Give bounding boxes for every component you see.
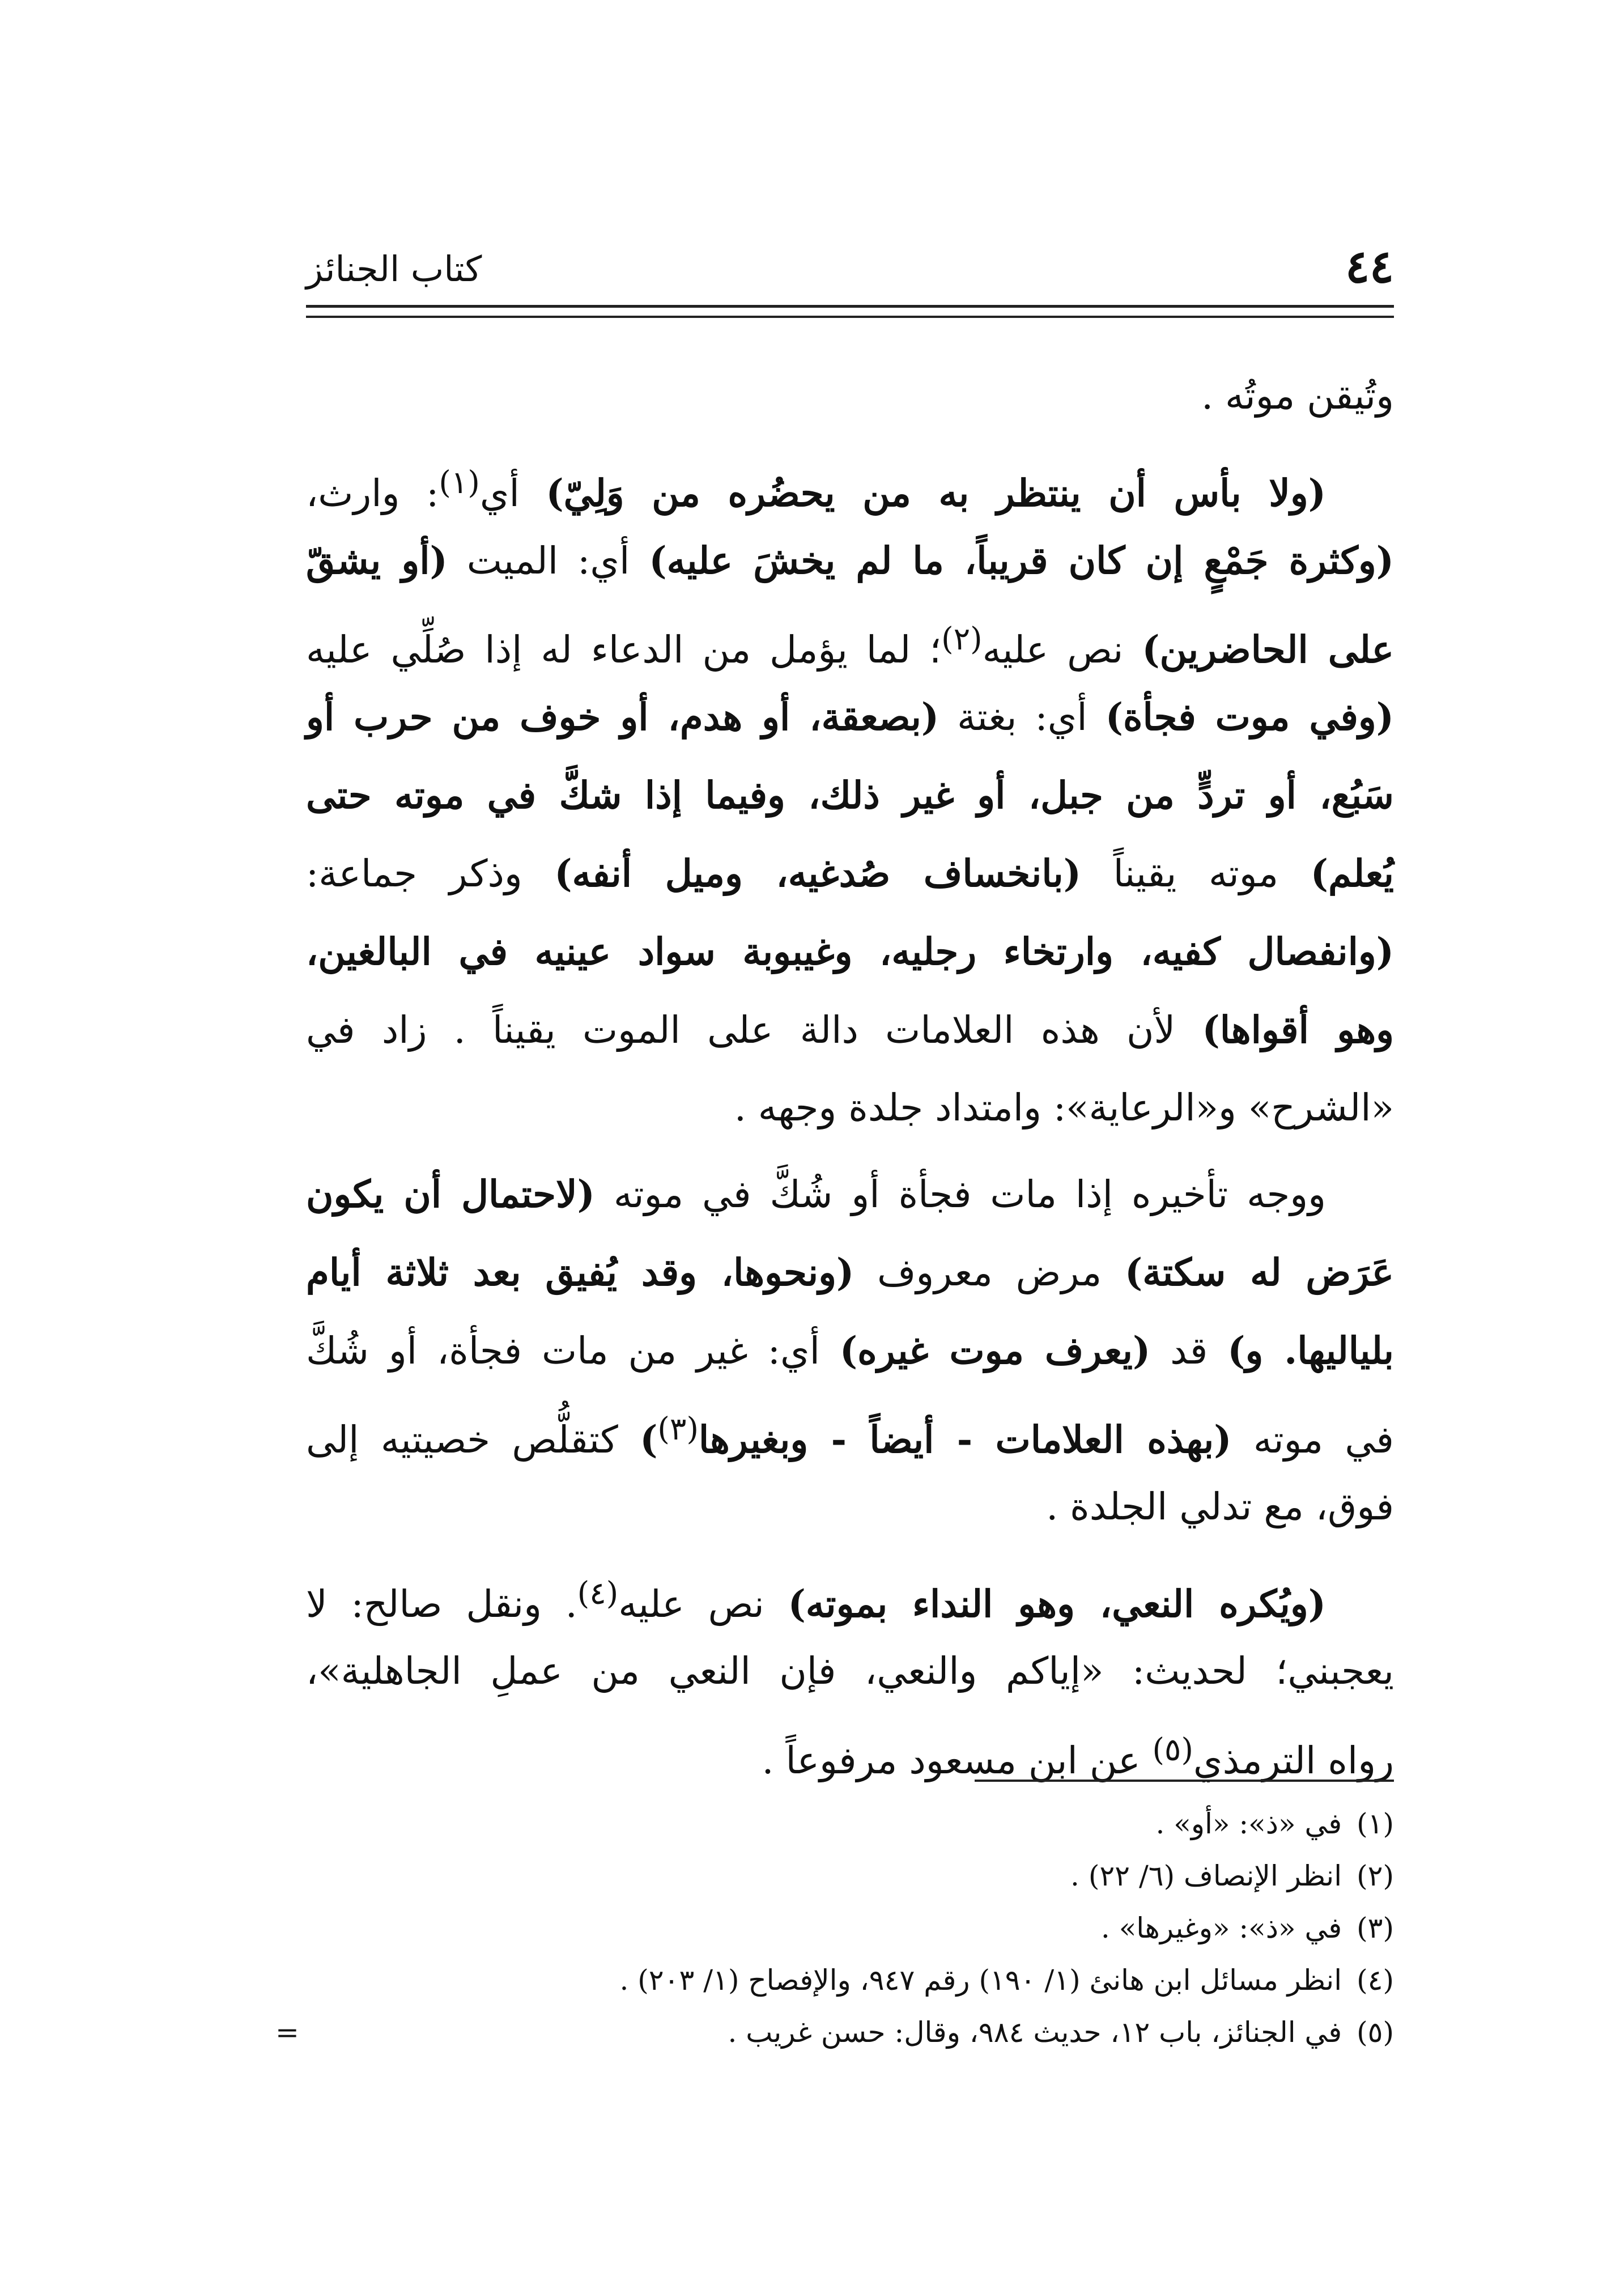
- matn-text: (بهذه العلامات - أيضاً - وبغيرها: [698, 1417, 1232, 1462]
- matn-text: سَبُع، أو تردٍّ من جبل، أو غير ذلك، وفيما إذا شكَّ في موته حتى: [306, 773, 1394, 817]
- running-title: كتاب الجنائز: [306, 248, 482, 290]
- text-span: أي: غير من مات فجأة، أو شُكَّ: [306, 1329, 840, 1373]
- text-span: ووجه تأخيره إذا مات فجأة أو شُكَّ في موته: [594, 1173, 1327, 1216]
- footnote-ref: (١): [439, 464, 480, 500]
- text-span: فوق، مع تدلي الجلدة .: [1046, 1485, 1394, 1528]
- text-span: . ونقل صالح: لا: [306, 1582, 577, 1626]
- footnote: [306, 1954, 1394, 2006]
- text-line: [306, 991, 1394, 1069]
- matn-text: (ولا بأس أن ينتظر به من يحضُره من وَلِيّ): [546, 471, 1326, 515]
- footnote-number: (٣): [1357, 1912, 1394, 1944]
- text-span: وذكر جماعة:: [306, 852, 555, 895]
- footnote-ref: (٢): [941, 621, 983, 657]
- text-line: [306, 756, 1394, 834]
- footnote-ref: (٥): [1152, 1731, 1193, 1768]
- text-line: [306, 1554, 1394, 1632]
- text-line: [306, 1311, 1394, 1390]
- footnote-number: (١): [1357, 1807, 1394, 1840]
- footnote-text: انظر مسائل ابن هانئ (١/ ١٩٠) رقم ٩٤٧، والإفصاح (١/ ٢٠٣) .: [619, 1964, 1342, 1997]
- matn-text: ): [640, 1417, 658, 1462]
- matn-text: بلياليها. و): [1227, 1328, 1394, 1373]
- text-line: [306, 1390, 1394, 1468]
- text-span: ؛ لما يؤمل من الدعاء له إذا صُلِّي عليه: [306, 628, 942, 672]
- text-span: نص عليه: [982, 628, 1142, 672]
- footnote-text: في الجنائز، باب ١٢، حديث ٩٨٤، وقال: حسن غريب .: [728, 2016, 1342, 2049]
- text-span: «الشرح» و«الرعاية»: وامتداد جلدة وجهه .: [734, 1086, 1394, 1129]
- paragraph-gap: [306, 1147, 1394, 1155]
- page-header: [306, 238, 1394, 300]
- matn-text: (أو يشقّ: [306, 538, 448, 583]
- matn-text: (بصعقة، أو هدم، أو خوف من حرب أو: [306, 695, 939, 739]
- text-span: : وارث،: [306, 472, 439, 515]
- text-span: يعجبني؛ لحديث: «إياكم والنعي، فإن النعي من عملِ الجاهلية»،: [306, 1649, 1394, 1693]
- text-line: [306, 1155, 1394, 1233]
- text-span: قد: [1150, 1329, 1228, 1373]
- footnote-ref: (٣): [657, 1411, 699, 1447]
- footnote: [275, 2006, 1394, 2058]
- matn-text: (يعرف موت غيره): [839, 1328, 1151, 1373]
- text-line: [306, 357, 1394, 435]
- text-span: أي: بغتة: [939, 695, 1106, 739]
- text-line: [306, 1233, 1394, 1311]
- matn-text: على الحاضرين): [1142, 627, 1394, 672]
- footnotes: [275, 1798, 1394, 2058]
- footnote-ref: (٤): [577, 1575, 619, 1611]
- footnote-text: انظر الإنصاف (٦/ ٢٢) .: [1070, 1859, 1342, 1892]
- footnote-text: في «ذ»: «أو» .: [1155, 1807, 1342, 1840]
- matn-text: عَرَض له سكتة): [1125, 1250, 1394, 1294]
- matn-text: (ونحوها، وقد يُفيق بعد ثلاثة أيام: [306, 1250, 854, 1294]
- matn-text: (وانفصال كفيه، وارتخاء رجليه، وغيبوبة سواد عينيه في البالغين،: [306, 929, 1394, 974]
- text-span: لأن هذه العلامات دالة على الموت يقيناً . زاد في: [306, 1008, 1202, 1052]
- footnote: [306, 1850, 1394, 1902]
- text-line: [306, 521, 1394, 600]
- text-line: [306, 678, 1394, 756]
- paragraph-gap: [306, 1546, 1394, 1554]
- continuation-mark: =: [275, 2016, 299, 2049]
- text-line: [306, 1069, 1394, 1147]
- matn-text: (ويُكره النعي، وهو النداء بموته): [788, 1582, 1326, 1626]
- text-line: [306, 1632, 1394, 1710]
- header-rule: [306, 305, 1394, 318]
- text-span: أي: [479, 472, 546, 515]
- footnote-number: (٢): [1357, 1859, 1394, 1892]
- main-text: [306, 357, 1394, 1789]
- matn-text: وهو أقواها): [1202, 1008, 1394, 1052]
- page-number: ٤٤: [1345, 240, 1394, 293]
- footnote-separator: [975, 1780, 1394, 1782]
- text-span: رواه الترمذي: [1193, 1739, 1394, 1782]
- footnote-text: في «ذ»: «وغيرها» .: [1100, 1912, 1342, 1944]
- footnote: [306, 1902, 1394, 1954]
- text-span: وتُيقن موتُه .: [1201, 374, 1394, 418]
- text-line: [306, 1468, 1394, 1546]
- footnote-number: (٤): [1357, 1964, 1394, 1997]
- text-span: في موته: [1231, 1418, 1394, 1462]
- text-span: كتقلُّص خصيتيه إلى: [306, 1418, 640, 1462]
- text-line: [306, 600, 1394, 678]
- text-line: [306, 912, 1394, 991]
- footnote-number: (٥): [1357, 2016, 1394, 2049]
- text-span: مرض معروف: [854, 1251, 1125, 1294]
- text-line: [306, 1710, 1394, 1789]
- text-span: نص عليه: [618, 1582, 788, 1626]
- text-line: [306, 834, 1394, 912]
- text-span: موته يقيناً: [1081, 852, 1311, 895]
- matn-text: (وفي موت فجأة): [1105, 695, 1394, 739]
- matn-text: (بانخساف صُدغيه، وميل أنفه): [554, 851, 1082, 895]
- text-span: أي: الميت: [447, 539, 649, 583]
- footnote: [306, 1798, 1394, 1850]
- book-page: [275, 238, 1395, 2193]
- text-line: [306, 443, 1394, 521]
- paragraph-gap: [306, 435, 1394, 443]
- matn-text: يُعلم): [1310, 851, 1395, 895]
- matn-text: (لاحتمال أن يكون: [306, 1172, 595, 1216]
- matn-text: (وكثرة جَمْعٍ إن كان قريباً، ما لم يخشَ عليه): [649, 538, 1394, 583]
- text-span: عن ابن مسعود مرفوعاً .: [762, 1739, 1153, 1782]
